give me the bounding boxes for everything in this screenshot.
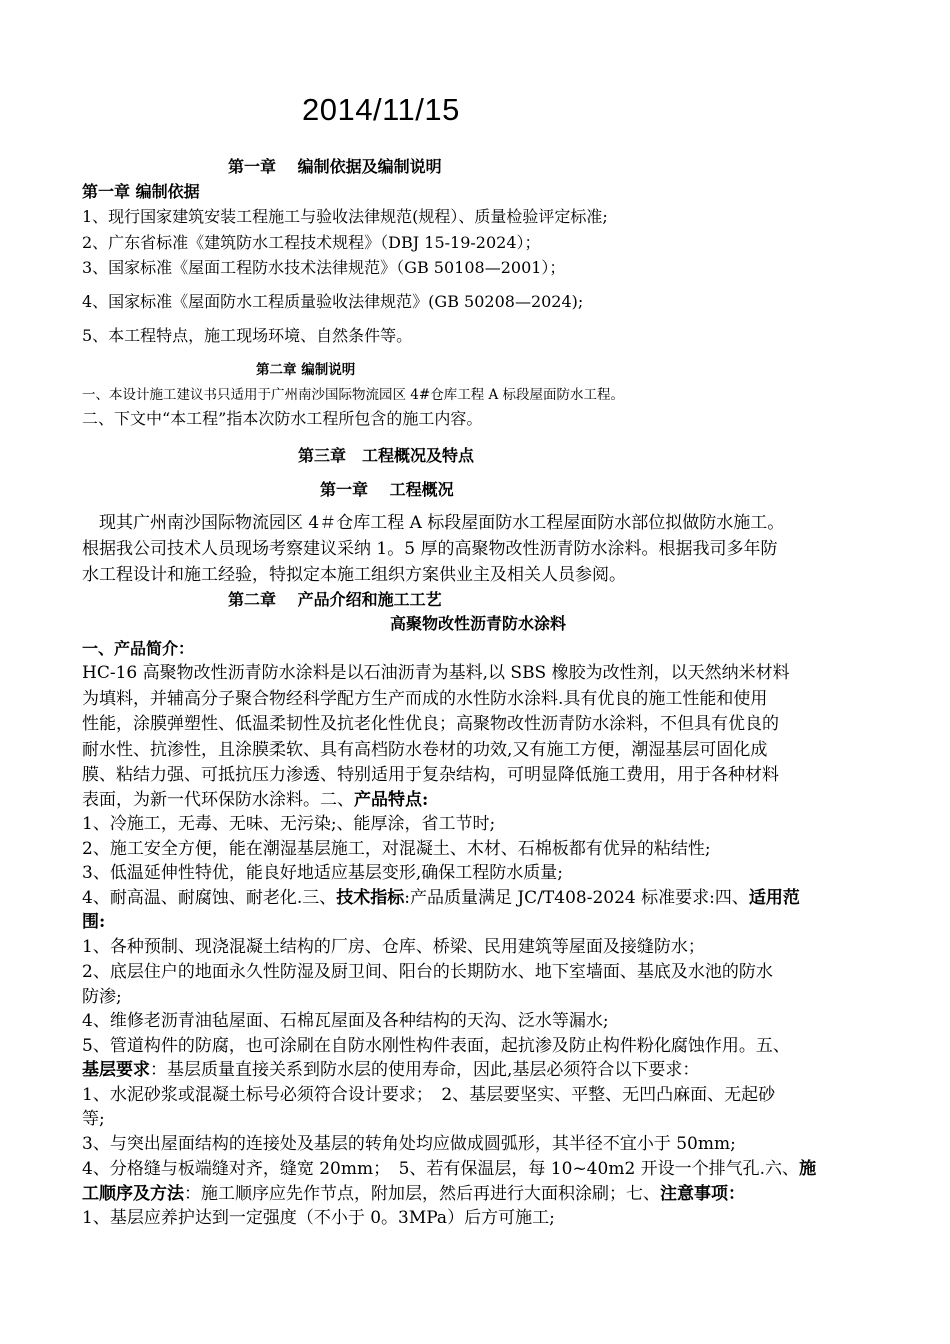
notes-item: 1、基层应养护达到一定强度（不小于 0。3MPa）后方可施工; xyxy=(82,1208,555,1228)
overview-paragraph-line: 根据我公司技术人员现场考察建议采纳 1。5 厚的高聚物改性沥青防水涂料。根据我司多年防 xyxy=(82,539,778,559)
scope-heading-cont: 围: xyxy=(82,912,106,932)
tech-text: :产品质量满足 JC/T408-2024 标准要求:四、 xyxy=(404,888,749,908)
base-item-4 xyxy=(82,1158,816,1180)
overview-paragraph-line: 水工程设计和施工经验，特拟定本施工组织方案供业主及相关人员参阅。 xyxy=(82,565,626,585)
intro-line: 耐水性、抗渗性，且涂膜柔软、具有高档防水卷材的功效,又有施工方便，潮湿基层可固化成 xyxy=(82,740,768,760)
intro-line: 性能，涂膜弹塑性、低温柔韧性及抗老化性优良；高聚物改性沥青防水涂料，不但具有优良的 xyxy=(82,714,779,734)
base-requirements xyxy=(82,1059,699,1081)
base-heading: 基层要求 xyxy=(82,1060,150,1080)
basis-item: 3、国家标准《屋面工程防水技术法律规范》（GB 50108—2001）； xyxy=(82,258,566,277)
order-text: ：施工顺序应先作节点，附加层，然后再进行大面积涂刷；七、 xyxy=(184,1184,660,1204)
intro-last-text: 表面，为新一代环保防水涂料。二、 xyxy=(82,790,354,810)
basis-item: 4、国家标准《屋面防水工程质量验收法律规范》(GB 50208—2024); xyxy=(82,292,584,311)
scope-heading: 适用范 xyxy=(748,888,800,908)
feature-item-4 xyxy=(82,887,800,909)
subsection-title-overview: 第一章 工程概况 xyxy=(320,480,454,499)
feature-item: 2、施工安全方便，能在潮湿基层施工，对混凝土、木材、石棉板都有优异的粘结性; xyxy=(82,839,711,859)
feature-4-text: 4、耐高温、耐腐蚀、耐老化.三、 xyxy=(82,888,337,908)
basis-item: 5、本工程特点，施工现场环境、自然条件等。 xyxy=(82,326,413,345)
section-title-overview: 第三章 工程概况及特点 xyxy=(298,446,475,465)
notes-colon: ： xyxy=(728,1184,745,1204)
base-item-4-text: 4、分格缝与板端缝对齐，缝宽 20mm； 5、若有保温层，每 10~40m2 开设一个排气孔.六、 xyxy=(82,1159,800,1179)
order-heading: 施 xyxy=(799,1159,817,1179)
intro-heading: 一、产品简介： xyxy=(82,639,195,658)
scope-item: 1、各种预制、现浇混凝土结构的厂房、仓库、桥梁、民用建筑等屋面及接缝防水； xyxy=(82,937,705,957)
scope-item: 2、底层住户的地面永久性防湿及厨卫间、阳台的长期防水、地下室墙面、基底及水池的防水 xyxy=(82,962,773,982)
product-name: 高聚物改性沥青防水涂料 xyxy=(390,614,567,633)
section-title-product: 第二章 产品介绍和施工工艺 xyxy=(228,590,442,609)
section-title-notes: 第二章 编制说明 xyxy=(256,362,356,378)
base-item: 1、水泥砂浆或混凝土标号必须符合设计要求； 2、基层要坚实、平整、无凹凸麻面、无起砂 xyxy=(82,1085,776,1105)
notes-heading: 注意事项 xyxy=(660,1184,728,1204)
overview-paragraph-line: 现其广州南沙国际物流园区 4＃仓库工程 A 标段屋面防水工程屋面防水部位拟做防水施工。 xyxy=(82,513,785,533)
basis-item: 1、现行国家建筑安装工程施工与验收法律规范(规程）、质量检验评定标准; xyxy=(82,207,608,226)
basis-item: 2、广东省标准《建筑防水工程技术规程》（DBJ 15-19-2024）； xyxy=(82,233,541,252)
note-item: 一、本设计施工建议书只适用于广州南沙国际物流园区 4#仓库工程 A 标段屋面防水工程。 xyxy=(82,387,625,403)
note-item: 二、下文中“本工程”指本次防水工程所包含的施工内容。 xyxy=(82,409,483,428)
scope-item: 4、维修老沥青油毡屋面、石棉瓦屋面及各种结构的天沟、泛水等漏水; xyxy=(82,1011,609,1031)
order-line xyxy=(82,1183,745,1205)
scope-item: 防渗; xyxy=(82,987,122,1007)
base-item: 等; xyxy=(82,1109,105,1129)
base-text: ：基层质量直接关系到防水层的使用寿命，因此,基层必须符合以下要求： xyxy=(150,1060,700,1080)
tech-heading: 技术指标 xyxy=(336,888,405,908)
scope-item: 5、管道构件的防腐，也可涂刷在自防水刚性构件表面，起抗渗及防止构件粉化腐蚀作用。五、 xyxy=(82,1036,790,1056)
order-heading-cont: 工顺序及方法 xyxy=(82,1184,184,1204)
feature-item: 1、冷施工，无毒、无味、无污染;、能厚涂，省工节时; xyxy=(82,814,496,834)
base-item: 3、与突出屋面结构的连接处及基层的转角处均应做成圆弧形，其半径不宜小于 50mm; xyxy=(82,1134,736,1154)
feature-item: 3、低温延伸性特优，能良好地适应基层变形,确保工程防水质量; xyxy=(82,863,563,883)
section-title-basis: 第一章 编制依据 xyxy=(82,182,200,201)
intro-line: 膜、粘结力强、可抵抗压力渗透、特别适用于复杂结构，可明显降低施工费用，用于各种材料 xyxy=(82,765,779,785)
intro-line: HC-16 高聚物改性沥青防水涂料是以石油沥青为基料,以 SBS 橡胶为改性剂，以天然纳米材料 xyxy=(82,663,790,683)
chapter-heading: 第一章 编制依据及编制说明 xyxy=(228,157,442,176)
intro-last-line xyxy=(82,789,428,811)
features-heading: 产品特点: xyxy=(354,790,429,810)
document-date: 2014/11/15 xyxy=(302,92,460,127)
intro-line: 为填料，并辅高分子聚合物经科学配方生产而成的水性防水涂料.具有优良的施工性能和使用 xyxy=(82,689,768,709)
